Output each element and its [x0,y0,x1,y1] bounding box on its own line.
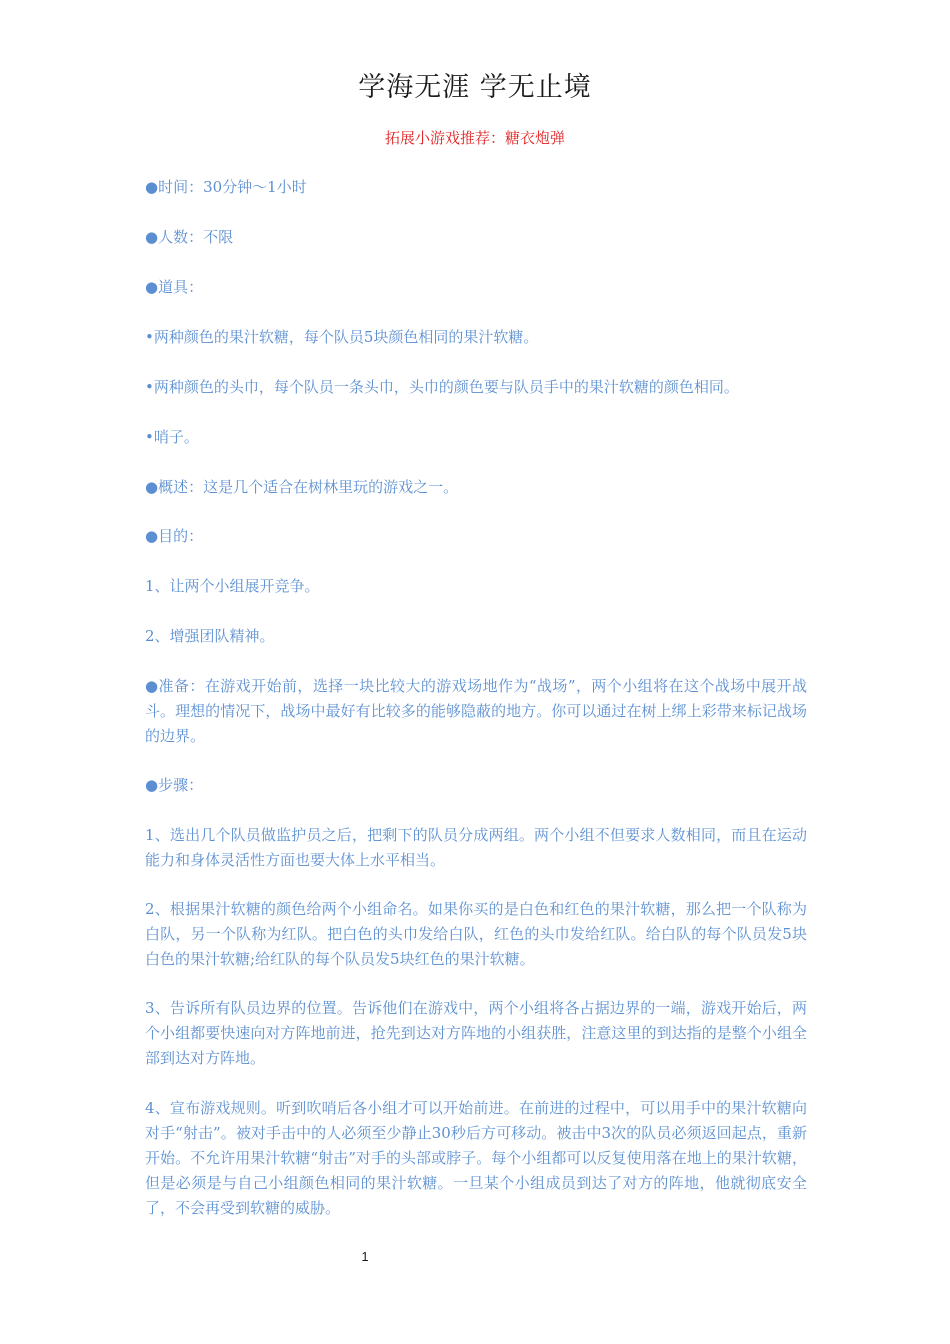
paragraph-step-2: 2、根据果汁软糖的颜色给两个小组命名。如果你买的是白色和红色的果汁软糖，那么把一个队称为白队，另一个队称为红队。把白色的头巾发给白队，红色的头巾发给红队。给白队的每个队员发5块白色的果汁软糖;给红队的每个队员发5块红色的果汁软糖。 [145,900,807,968]
paragraph-props-candy: •两种颜色的果汁软糖，每个队员5块颜色相同的果汁软糖。 [145,328,539,346]
page-subtitle: 拓展小游戏推荐：糖衣炮弹 [384,129,565,147]
paragraph-step-3: 3、告诉所有队员边界的位置。告诉他们在游戏中，两个小组将各占据边界的一端，游戏开始后，两个小组都要快速向对方阵地前进，抢先到达对方阵地的小组获胜，注意这里的到达指的是整个小组全部到达对方阵地。 [145,999,807,1067]
page-number: 1 [361,1249,369,1264]
paragraph-preparation: ●准备：在游戏开始前，选择一块比较大的游戏场地作为“战场”，两个小组将在这个战场中展开战斗。理想的情况下，战场中最好有比较多的能够隐蔽的地方。你可以通过在树上绑上彩带来标记战场的边界。 [145,677,807,745]
paragraph-time: ●时间：30分钟～1小时 [145,178,307,196]
paragraph-props-headscarf: •两种颜色的头巾，每个队员一条头巾，头巾的颜色要与队员手中的果汁软糖的颜色相同。 [145,378,739,396]
paragraph-steps: ●步骤： [145,776,204,794]
paragraph-purpose-1: 1、让两个小组展开竞争。 [145,577,320,595]
paragraph-purpose-2: 2、增强团队精神。 [145,627,275,645]
paragraph-purpose: ●目的： [145,527,204,545]
page-title: 学海无涯 学无止境 [358,72,592,103]
paragraph-props-whistle: •哨子。 [145,428,199,446]
paragraph-step-4: 4、宣布游戏规则。听到吹哨后各小组才可以开始前进。在前进的过程中，可以用手中的果汁软糖向对手“射击”。被对手击中的人必须至少静止30秒后方可移动。被击中3次的队员必须返回起点，重新开始。不允许用果汁软糖“射击”对手的头部或脖子。每个小组都可以反复使用落在地上的果汁软糖，但是必须是与自己小组颜色相同的果汁软糖。一旦某个小组成员到达了对方的阵地，他就彻底安全了，不会再受到软糖的威胁。 [145,1099,807,1217]
paragraph-step-1: 1、选出几个队员做监护员之后，把剩下的队员分成两组。两个小组不但要求人数相同，而且在运动能力和身体灵活性方面也要大体上水平相当。 [145,826,807,869]
paragraph-overview: ●概述：这是几个适合在树林里玩的游戏之一。 [145,478,459,496]
paragraph-people: ●人数：不限 [145,228,234,246]
paragraph-props: ●道具： [145,278,204,296]
